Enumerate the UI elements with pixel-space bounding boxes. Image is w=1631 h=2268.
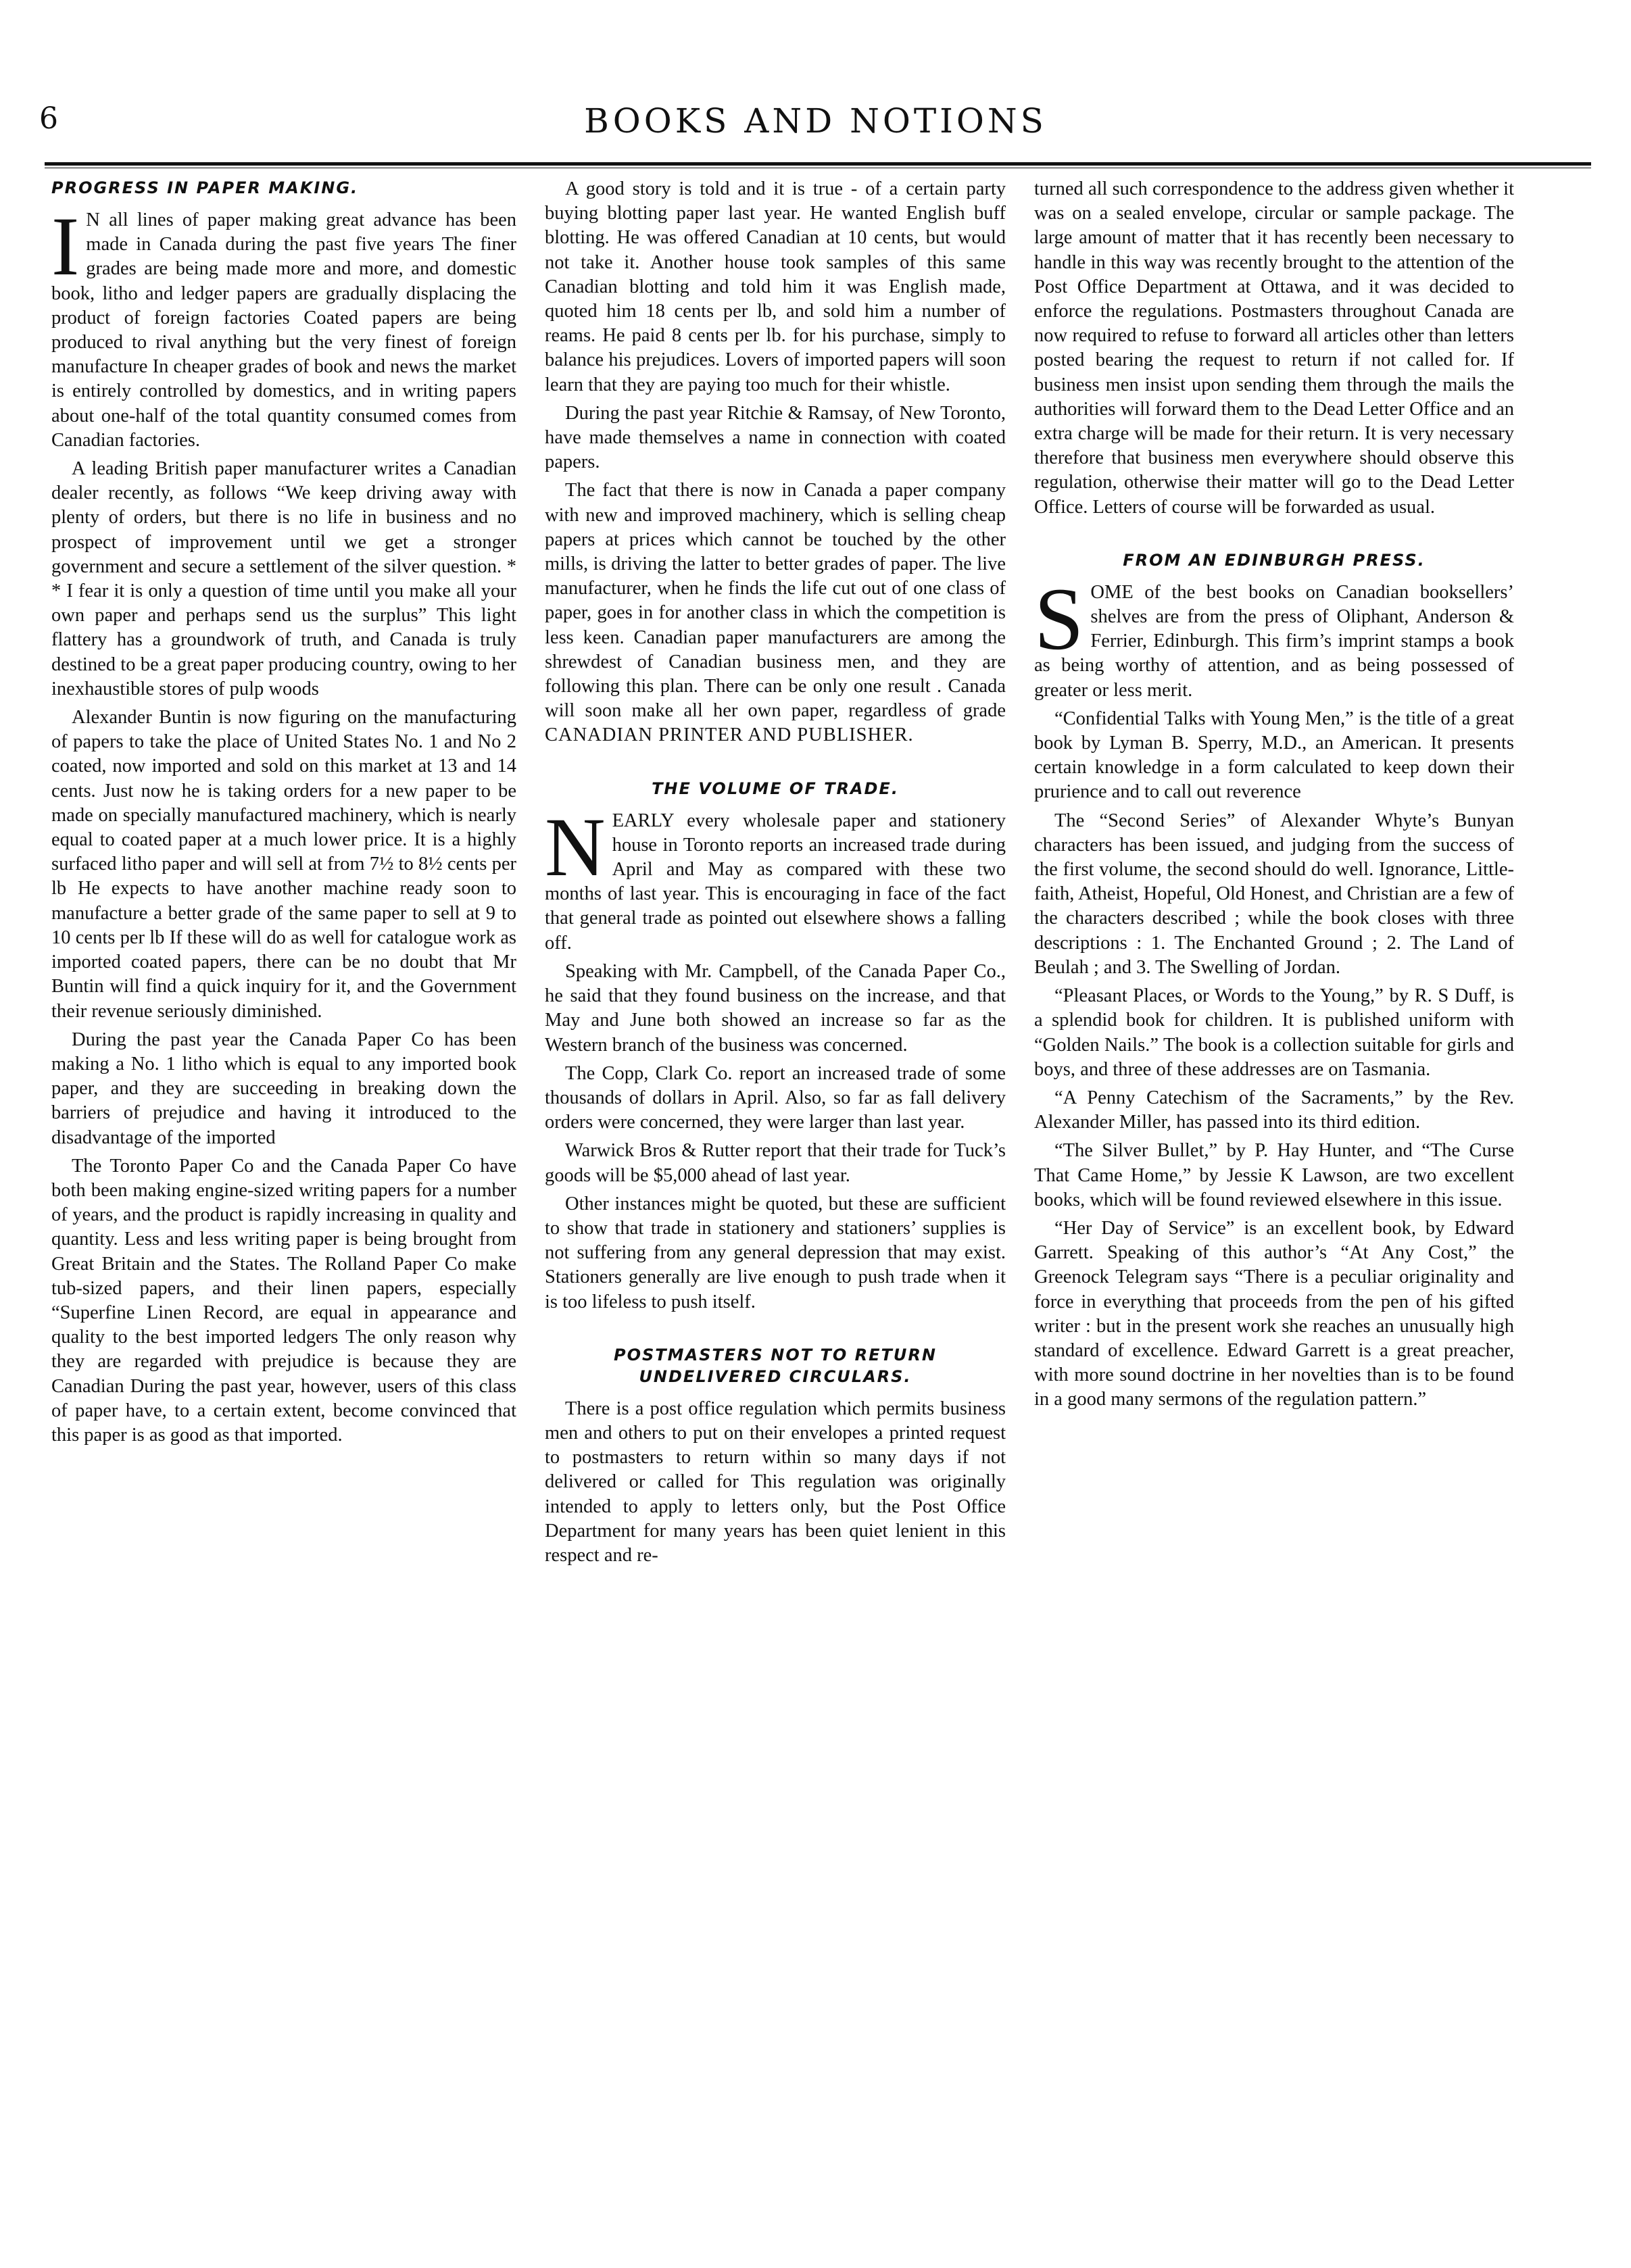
- article-heading-volume-of-trade: THE VOLUME OF TRADE.: [652, 779, 899, 798]
- article-paragraph: Speaking with Mr. Campbell, of the Canada Paper Co., he said that they found business on the increase, and that May and June both showed an increase so far as the Western branch of the business was concerned.: [545, 960, 1006, 1056]
- article-paragraph: During the past year Ritchie & Ramsay, of New Toronto, have made themselves a name in connection with coated papers.: [545, 402, 1006, 473]
- article-paragraph: “Pleasant Places, or Words to the Young,” by R. S Duff, is a splendid book for children. It is published uniform with “Golden Nails.” The book is a collection suitable for girls and boys, and three of these addresses are on Tasmania.: [1034, 985, 1514, 1080]
- article-paragraph: “The Silver Bullet,” by P. Hay Hunter, and “The Curse That Came Home,” by Jessie K Lawson, are two excellent books, which will be found reviewed elsewhere in this issue.: [1034, 1140, 1514, 1210]
- article-paragraph: “Her Day of Service” is an excellent book, by Edward Garrett. Speaking of this author’s “At Any Cost,” the Greenock Telegram says “There is a peculiar originality and force in everything that proceeds from the pen of his gifted writer : but in the present work she reaches an unusually high standard of excellence. Edward Garrett is a great preacher, with more sound doctrine in her novelties than is to be found in a good many sermons of the regulation pattern.”: [1034, 1217, 1514, 1410]
- source-credit: CANADIAN PRINTER AND PUBLISHER.: [545, 724, 914, 746]
- article-paragraph: During the past year the Canada Paper Co has been making a No. 1 litho which is equal to any imported book paper, and they are succeeding in breaking down the barriers of prejudice and having it introduced to the disadvantage of the imported: [51, 1029, 516, 1148]
- article-paragraph: Warwick Bros & Rutter report that their trade for Tuck’s goods will be $5,000 ahead of last year.: [545, 1140, 1006, 1186]
- header-rule: [45, 162, 1591, 168]
- article-paragraph: The Toronto Paper Co and the Canada Paper Co have both been making engine-sized writing papers for a number of years, and the product is rapidly increasing in quality and quantity. Less and less writing paper is being brought from Great Britain and the States. The Rolland Paper Co make tub-sized papers, and their linen papers, especially “Superfine Linen Record, are equal in appearance and quality to the best imported ledgers The only reason why they are regarded with prejudice is because they are Canadian During the past year, however, users of this class of paper have, to a certain extent, become convinced that this paper is as good as that imported.: [51, 1155, 516, 1446]
- column-1: [51, 177, 516, 2252]
- article-paragraph: I N all lines of paper making great advance has been made in Canada during the past five years The finer grades are being made more and more, and domestic book, litho and ledger papers are gradually displacing the product of foreign factories Coated papers are being produced to rival anything but the very finest of foreign manufacture In cheaper grades of book and news the market is entirely controlled by domestics, and in writing papers about one-half of the total quantity consumed comes from Canadian factories.: [51, 200, 516, 451]
- article-heading-postmasters: [545, 1344, 1006, 1387]
- running-head-title: BOOKS AND NOTIONS: [584, 101, 1047, 141]
- column-2: [545, 177, 1006, 2252]
- page-number: 6: [39, 101, 59, 136]
- article-paragraph: There is a post office regulation which permits business men and others to put on their envelopes a printed request to postmasters to return within so many days if not delivered or called for This regulation was originally intended to apply to letters only, but the Post Office Department for many years has been quiet lenient in this respect and re-: [545, 1398, 1006, 1566]
- heading-line: POSTMASTERS NOT TO RETURN: [614, 1345, 937, 1364]
- article-heading-progress-in-paper-making: PROGRESS IN PAPER MAKING.: [51, 178, 359, 197]
- article-paragraph: turned all such correspondence to the address given whether it was on a sealed envelope, circular or sample package. The large amount of matter that it has recently been necessary to handle in this way was recently brought to the attention of the Post Office Department at Ottawa, and it was decided to enforce the regulations. Postmasters throughout Canada are now required to refuse to forward all articles other than letters posted bearing the request to return if not called for. If business men insist upon sending them through the mails the authorities will forward them to the Dead Letter Office and an extra charge will be made for their return. It is very necessary therefore that business men everywhere should observe this regulation, otherwise their matter will go to the Dead Letter Office. Letters of course will be forwarded as usual.: [1034, 178, 1514, 518]
- article-paragraph: NEARLY every wholesale paper and stationery house in Toronto reports an increased trade during April and May as compared with these two months of last year. This is encouraging in face of the fact that general trade as pointed out elsewhere shows a falling off.: [545, 800, 1006, 954]
- article-paragraph: A good story is told and it is true - of a certain party buying blotting paper last year. He wanted English buff blotting. He was offered Canadian at 10 cents, but would not take it. Another house took samples of this same Canadian blotting and told him it was English made, quoted him 18 cents per lb, and sold him a number of reams. He paid 8 cents per lb. for his purchase, simply to balance his prejudices. Lovers of imported papers will soon learn that they are paying too much for their whistle.: [545, 178, 1006, 395]
- article-paragraph: “Confidential Talks with Young Men,” is the title of a great book by Lyman B. Sperry, M.D., an American. It presents certain knowledge in a form calculated to keep down their prurience and to call out reverence: [1034, 708, 1514, 803]
- article-paragraph: The “Second Series” of Alexander Whyte’s Bunyan characters has been issued, and judging from the success of the first volume, the second should do well. Ignorance, Little-faith, Atheist, Hopeful, Old Honest, and Christian are a few of the characters described ; while the book closes with three descriptions : 1. The Enchanted Ground ; 2. The Land of Beulah ; and 3. The Swelling of Jordan.: [1034, 810, 1514, 978]
- drop-cap: S: [1034, 568, 1084, 668]
- article-paragraph: The fact that there is now in Canada a paper company with new and improved machinery, which is selling cheap papers at prices which cannot be touched by the other mills, is driving the latter to better grades of paper. The live manufacturer, when he finds the life cut out of one class of paper, goes in for another class in which the competition is less keen. Canadian paper manufacturers are among the shrewdest of Canadian business men, and they are following this plan. There can be only one result . Canada will soon make all her own paper, regardless of grade CANADIAN PRINTER AND PUBLISHER.: [545, 480, 1006, 746]
- article-paragraph: Other instances might be quoted, but these are sufficient to show that trade in stationery and stationers’ supplies is not suffering from any general depression that may exist. Stationers generally are live enough to push trade when it is too lifeless to push itself.: [545, 1193, 1006, 1312]
- article-paragraph: “A Penny Catechism of the Sacraments,” by the Rev. Alexander Miller, has passed into its third edition.: [1034, 1087, 1514, 1133]
- article-paragraph: Alexander Buntin is now figuring on the manufacturing of papers to take the place of United States No. 1 and No 2 coated, now imported and sold on this market at 13 and 14 cents. Just now he is taking orders for a new paper to be made on specially manufactured machinery, which is nearly equal to coated paper at a much lower price. It is a highly surfaced litho paper and will sell at from 7½ to 8½ cents per lb He expects to have another machine ready soon to manufacture a better grade of the same paper to sell at 9 to 10 cents per lb If these will do as well for catalogue work as imported coated papers, there can be no doubt that Mr Buntin will find a quick inquiry for it, and the Government their revenue seriously diminished.: [51, 707, 516, 1022]
- drop-cap: I: [51, 200, 80, 293]
- article-paragraph: SOME of the best books on Canadian booksellers’ shelves are from the press of Oliphant, Anderson & Ferrier, Edinburgh. This firm’s imprint stamps a book as being worthy of attention, and as being possessed of greater or less merit.: [1034, 568, 1514, 701]
- column-3: [1034, 177, 1514, 2252]
- heading-line: UNDELIVERED CIRCULARS.: [639, 1366, 912, 1386]
- drop-cap: N: [545, 800, 606, 893]
- article-paragraph: A leading British paper manufacturer writes a Canadian dealer recently, as follows “We keep driving away with plenty of orders, but there is no life in business and no prospect of improvement until we get a stronger government and secure a settlement of the silver question. * * I fear it is only a question of time until you make all your own paper and perhaps send us the surplus” This light flattery has a groundwork of truth, and Canada is truly destined to be a great paper producing country, owing to her inexhaustible stores of pulp woods: [51, 458, 516, 699]
- article-heading-edinburgh-press: FROM AN EDINBURGH PRESS.: [1123, 550, 1426, 570]
- article-paragraph: The Copp, Clark Co. report an increased trade of some thousands of dollars in April. Also, so far as fall delivery orders were concerned, they were larger than last year.: [545, 1062, 1006, 1133]
